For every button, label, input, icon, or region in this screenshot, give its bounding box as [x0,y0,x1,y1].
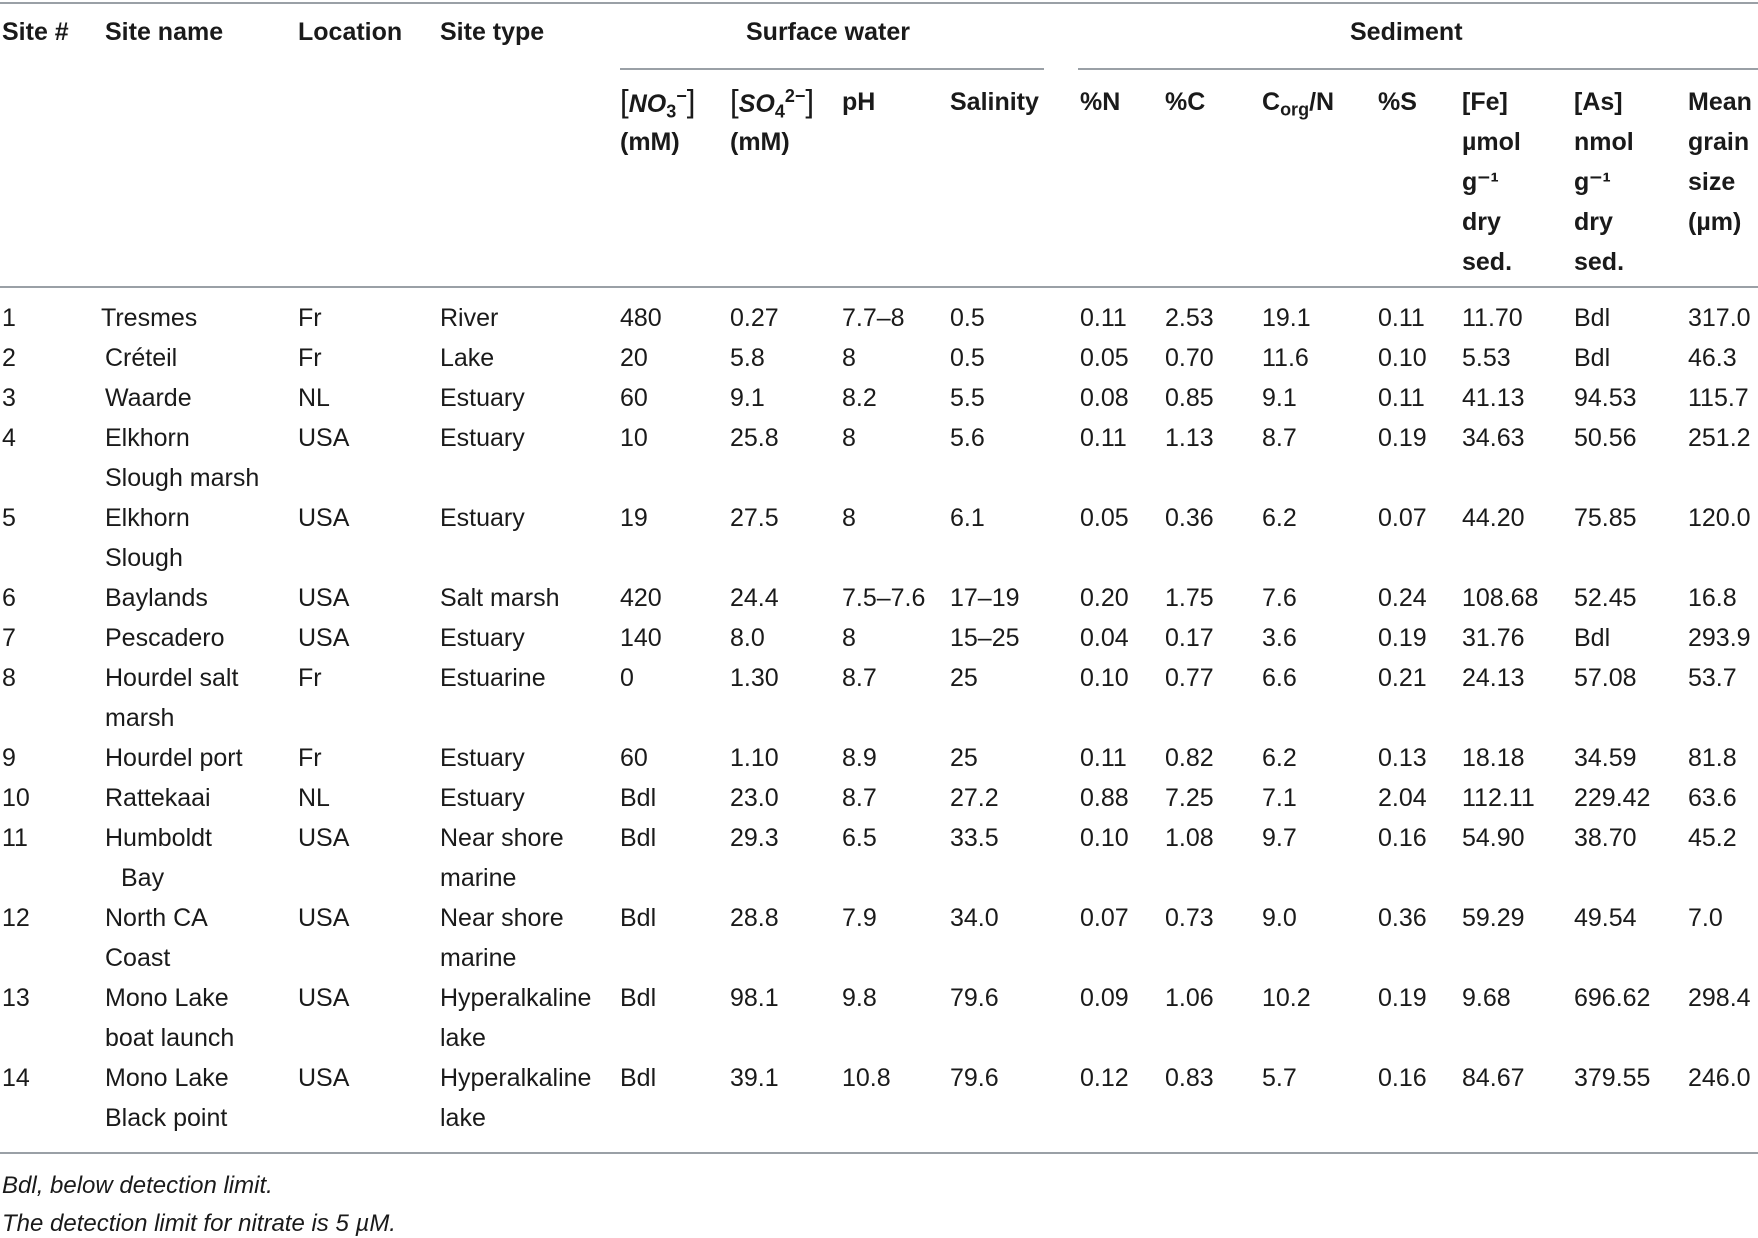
cell-type: Estuary [440,784,525,812]
cell-n: 0.11 [1080,424,1127,452]
cell-no3: 19 [620,504,648,532]
fe-head-line: g⁻¹ [1462,168,1499,196]
cell-fe: 9.68 [1462,984,1511,1012]
cell-no3: Bdl [620,824,657,852]
cell-no3: 480 [620,304,662,332]
cell-site: 10 [2,784,30,812]
cell-type: Estuary [440,424,525,452]
cell-cn: 11.6 [1262,344,1309,372]
cell-fe: 31.76 [1462,624,1525,652]
cell-so4: 5.8 [730,344,765,372]
cell-name: Pescadero [105,624,225,652]
cell-fe: 5.53 [1462,344,1511,372]
cell-ph: 7.9 [842,904,877,932]
cell-type: lake [440,1024,486,1052]
header-sulfate: $[SO_4^{2-}]$ [730,84,815,122]
cell-c: 0.77 [1165,664,1214,692]
cell-site: 2 [2,344,16,372]
cell-sal: 0.5 [950,344,985,372]
cell-name: Waarde [105,384,192,412]
cell-so4: 23.0 [730,784,779,812]
cell-so4: 27.5 [730,504,779,532]
cell-site: 14 [2,1064,30,1092]
cell-cn: 7.6 [1262,584,1297,612]
as-head-line: dry [1574,208,1613,236]
cell-cn: 9.0 [1262,904,1297,932]
cell-sal: 15–25 [950,624,1020,652]
cell-c: 0.17 [1165,624,1214,652]
cell-type: marine [440,864,517,892]
header-sediment: Sediment [1350,18,1463,46]
cell-name: Elkhorn [105,424,190,452]
cell-n: 0.12 [1080,1064,1129,1092]
cell-type: Near shore [440,904,564,932]
cell-so4: 29.3 [730,824,779,852]
cell-name: Baylands [105,584,208,612]
cell-cn: 8.7 [1262,424,1297,452]
cell-name: North CA [105,904,208,932]
cell-grain: 120.0 [1688,504,1751,532]
cell-cn: 10.2 [1262,984,1311,1012]
fe-head-line: dry [1462,208,1501,236]
cell-ph: 9.8 [842,984,877,1012]
cell-grain: 298.4 [1688,984,1751,1012]
cell-type: Estuarine [440,664,546,692]
cell-ph: 6.5 [842,824,877,852]
cell-so4: 24.4 [730,584,779,612]
cell-cn: 19.1 [1262,304,1311,332]
grain-head-line: Mean [1688,88,1752,116]
cell-loc: Fr [298,744,322,772]
cell-site: 9 [2,744,16,772]
cell-n: 0.88 [1080,784,1129,812]
cell-ph: 8 [842,504,856,532]
cell-sal: 25 [950,744,978,772]
cell-cn: 9.1 [1262,384,1297,412]
cell-site: 1 [2,304,16,332]
footnote-detection-limit: The detection limit for nitrate is 5 µM. [2,1210,396,1237]
cell-n: 0.08 [1080,384,1129,412]
cell-loc: USA [298,424,350,452]
cell-sal: 5.5 [950,384,985,412]
cell-no3: Bdl [620,784,657,812]
header-percent-c: %C [1165,88,1206,116]
cell-site: 3 [2,384,16,412]
cell-site: 12 [2,904,30,932]
header-percent-s: %S [1378,88,1417,116]
cell-n: 0.10 [1080,824,1129,852]
cell-sal: 34.0 [950,904,999,932]
cell-cn: 9.7 [1262,824,1297,852]
cell-sal: 79.6 [950,984,999,1012]
cell-as: 52.45 [1574,584,1637,612]
cell-so4: 39.1 [730,1064,779,1092]
cell-so4: 1.30 [730,664,779,692]
cell-grain: 45.2 [1688,824,1737,852]
cell-sal: 5.6 [950,424,985,452]
cell-s: 0.19 [1378,624,1427,652]
cell-c: 1.06 [1165,984,1214,1012]
cell-grain: 251.2 [1688,424,1751,452]
cell-n: 0.20 [1080,584,1129,612]
table-top-rule [0,2,1758,4]
cell-s: 0.16 [1378,1064,1427,1092]
cell-name: marsh [105,704,175,732]
cell-grain: 317.0 [1688,304,1751,332]
cell-ph: 8 [842,344,856,372]
cell-fe: 11.70 [1462,304,1523,332]
cell-c: 7.25 [1165,784,1214,812]
header-nitrate-unit: (mM) [620,128,680,156]
header-bottom-rule [0,286,1758,288]
surface-water-rule [620,68,1044,70]
cell-type: Estuary [440,624,525,652]
cell-no3: Bdl [620,984,657,1012]
cell-loc: USA [298,1064,350,1092]
cell-as: 38.70 [1574,824,1637,852]
cell-ph: 8.9 [842,744,877,772]
cell-c: 2.53 [1165,304,1214,332]
cell-fe: 84.67 [1462,1064,1525,1092]
cell-s: 0.24 [1378,584,1427,612]
cell-n: 0.05 [1080,504,1129,532]
grain-head-line: (µm) [1688,208,1742,236]
cell-n: 0.05 [1080,344,1129,372]
cell-name: boat launch [105,1024,235,1052]
cell-fe: 112.11 [1462,784,1535,812]
cell-sal: 0.5 [950,304,985,332]
cell-sal: 17–19 [950,584,1020,612]
cell-s: 0.10 [1378,344,1427,372]
cell-no3: Bdl [620,904,657,932]
cell-no3: 0 [620,664,634,692]
cell-n: 0.09 [1080,984,1129,1012]
cell-type: Near shore [440,824,564,852]
cell-loc: USA [298,824,350,852]
cell-name: Hourdel port [105,744,243,772]
cell-ph: 8.7 [842,784,877,812]
cell-ph: 8.2 [842,384,877,412]
cell-c: 0.83 [1165,1064,1214,1092]
cell-loc: USA [298,504,350,532]
cell-as: 49.54 [1574,904,1637,932]
cell-site: 7 [2,624,16,652]
cell-loc: NL [298,384,330,412]
cell-s: 0.36 [1378,904,1427,932]
cell-loc: USA [298,624,350,652]
cell-as: Bdl [1574,304,1611,332]
cell-c: 1.08 [1165,824,1214,852]
cell-as: 94.53 [1574,384,1637,412]
cell-as: Bdl [1574,624,1611,652]
cell-name: Créteil [105,344,178,372]
cell-fe: 18.18 [1462,744,1525,772]
cell-so4: 0.27 [730,304,779,332]
cell-ph: 8 [842,424,856,452]
cell-type: Estuary [440,504,525,532]
cell-name: Humboldt [105,824,212,852]
cell-grain: 46.3 [1688,344,1737,372]
cell-s: 0.13 [1378,744,1427,772]
cell-c: 1.13 [1165,424,1214,452]
cell-s: 2.04 [1378,784,1427,812]
cell-type: Salt marsh [440,584,560,612]
as-head-line: sed. [1574,248,1625,276]
cell-site: 8 [2,664,16,692]
cell-grain: 63.6 [1688,784,1737,812]
cell-no3: Bdl [620,1064,657,1092]
cell-fe: 24.13 [1462,664,1525,692]
cell-name: Elkhorn [105,504,190,532]
as-head-line: g⁻¹ [1574,168,1611,196]
cell-sal: 27.2 [950,784,999,812]
cell-grain: 16.8 [1688,584,1737,612]
cell-s: 0.11 [1378,304,1425,332]
cell-loc: Fr [298,664,322,692]
cell-site: 5 [2,504,16,532]
sediment-rule [1078,68,1758,70]
cell-name: Mono Lake [105,984,229,1012]
cell-so4: 9.1 [730,384,765,412]
cell-type: Estuary [440,744,525,772]
cell-c: 0.73 [1165,904,1214,932]
cell-grain: 293.9 [1688,624,1751,652]
cell-ph: 10.8 [842,1064,891,1092]
cell-loc: USA [298,984,350,1012]
cell-n: 0.11 [1080,744,1127,772]
as-head-line: nmol [1574,128,1634,156]
cell-type: Estuary [440,384,525,412]
cell-type: Hyperalkaline [440,1064,592,1092]
cell-as: 379.55 [1574,1064,1651,1092]
header-corg-n: $C_{org}/N$ [1262,88,1335,120]
cell-as: 696.62 [1574,984,1651,1012]
cell-sal: 79.6 [950,1064,999,1092]
header-percent-n: %N [1080,88,1121,116]
cell-fe: 41.13 [1462,384,1525,412]
grain-head-line: grain [1688,128,1750,156]
cell-c: 0.85 [1165,384,1214,412]
cell-so4: 98.1 [730,984,779,1012]
cell-as: 34.59 [1574,744,1637,772]
header-ph: pH [842,88,876,116]
cell-loc: NL [298,784,330,812]
cell-c: 0.36 [1165,504,1214,532]
cell-no3: 140 [620,624,662,652]
header-sulfate-unit: (mM) [730,128,790,156]
cell-as: 57.08 [1574,664,1637,692]
cell-name: Slough [105,544,183,572]
cell-grain: 115.7 [1688,384,1749,412]
cell-site: 4 [2,424,16,452]
table-bottom-rule [0,1152,1758,1154]
cell-n: 0.04 [1080,624,1129,652]
cell-so4: 28.8 [730,904,779,932]
cell-site: 13 [2,984,30,1012]
cell-ph: 7.7–8 [842,304,905,332]
cell-n: 0.10 [1080,664,1129,692]
cell-grain: 81.8 [1688,744,1737,772]
cell-fe: 44.20 [1462,504,1525,532]
cell-ph: 8 [842,624,856,652]
cell-site: 6 [2,584,16,612]
cell-type: marine [440,944,517,972]
cell-no3: 60 [620,384,648,412]
header-surface-water: Surface water [746,18,910,46]
cell-grain: 7.0 [1688,904,1723,932]
cell-type: lake [440,1104,486,1132]
cell-cn: 3.6 [1262,624,1297,652]
cell-loc: Fr [298,304,322,332]
fe-head-line: [Fe] [1462,88,1508,116]
header-site-number: Site # [2,18,69,46]
cell-site: 11 [2,824,28,852]
cell-ph: 8.7 [842,664,877,692]
cell-as: Bdl [1574,344,1611,372]
cell-grain: 246.0 [1688,1064,1751,1092]
cell-c: 0.70 [1165,344,1214,372]
cell-type: River [440,304,499,332]
header-site-type: Site type [440,18,545,46]
cell-loc: USA [298,904,350,932]
cell-no3: 420 [620,584,662,612]
cell-s: 0.19 [1378,424,1427,452]
cell-so4: 8.0 [730,624,765,652]
header-salinity: Salinity [950,88,1039,116]
cell-loc: Fr [298,344,322,372]
cell-c: 0.82 [1165,744,1214,772]
fe-head-line: µmol [1462,128,1521,156]
header-location: Location [298,18,403,46]
cell-ph: 7.5–7.6 [842,584,926,612]
cell-loc: USA [298,584,350,612]
grain-head-line: size [1688,168,1736,196]
footnote-bdl: Bdl, below detection limit. [2,1172,273,1199]
cell-name: Slough marsh [105,464,260,492]
as-head-line: [As] [1574,88,1623,116]
header-nitrate: $[NO_3^-]$ [620,84,696,122]
cell-cn: 6.2 [1262,744,1297,772]
cell-cn: 6.2 [1262,504,1297,532]
cell-c: 1.75 [1165,584,1214,612]
cell-cn: 6.6 [1262,664,1297,692]
cell-s: 0.11 [1378,384,1425,412]
cell-so4: 25.8 [730,424,779,452]
cell-name: Tresmes [101,304,198,332]
fe-head-line: sed. [1462,248,1513,276]
cell-so4: 1.10 [730,744,779,772]
cell-s: 0.21 [1378,664,1427,692]
cell-n: 0.11 [1080,304,1127,332]
cell-sal: 6.1 [950,504,985,532]
cell-no3: 60 [620,744,648,772]
cell-no3: 10 [620,424,648,452]
cell-sal: 33.5 [950,824,999,852]
cell-s: 0.16 [1378,824,1427,852]
cell-name: Rattekaai [105,784,211,812]
cell-s: 0.19 [1378,984,1427,1012]
cell-as: 75.85 [1574,504,1637,532]
cell-fe: 54.90 [1462,824,1525,852]
cell-name: Bay [121,864,165,892]
cell-fe: 34.63 [1462,424,1525,452]
cell-name: Mono Lake [105,1064,229,1092]
cell-name: Hourdel salt [105,664,239,692]
cell-cn: 5.7 [1262,1064,1297,1092]
cell-cn: 7.1 [1262,784,1297,812]
cell-grain: 53.7 [1688,664,1737,692]
cell-name: Coast [105,944,171,972]
cell-type: Lake [440,344,495,372]
cell-as: 50.56 [1574,424,1637,452]
cell-fe: 59.29 [1462,904,1525,932]
cell-s: 0.07 [1378,504,1427,532]
cell-name: Black point [105,1104,228,1132]
cell-sal: 25 [950,664,978,692]
cell-no3: 20 [620,344,648,372]
cell-n: 0.07 [1080,904,1129,932]
cell-fe: 108.68 [1462,584,1539,612]
cell-as: 229.42 [1574,784,1651,812]
header-site-name: Site name [105,18,224,46]
cell-type: Hyperalkaline [440,984,592,1012]
